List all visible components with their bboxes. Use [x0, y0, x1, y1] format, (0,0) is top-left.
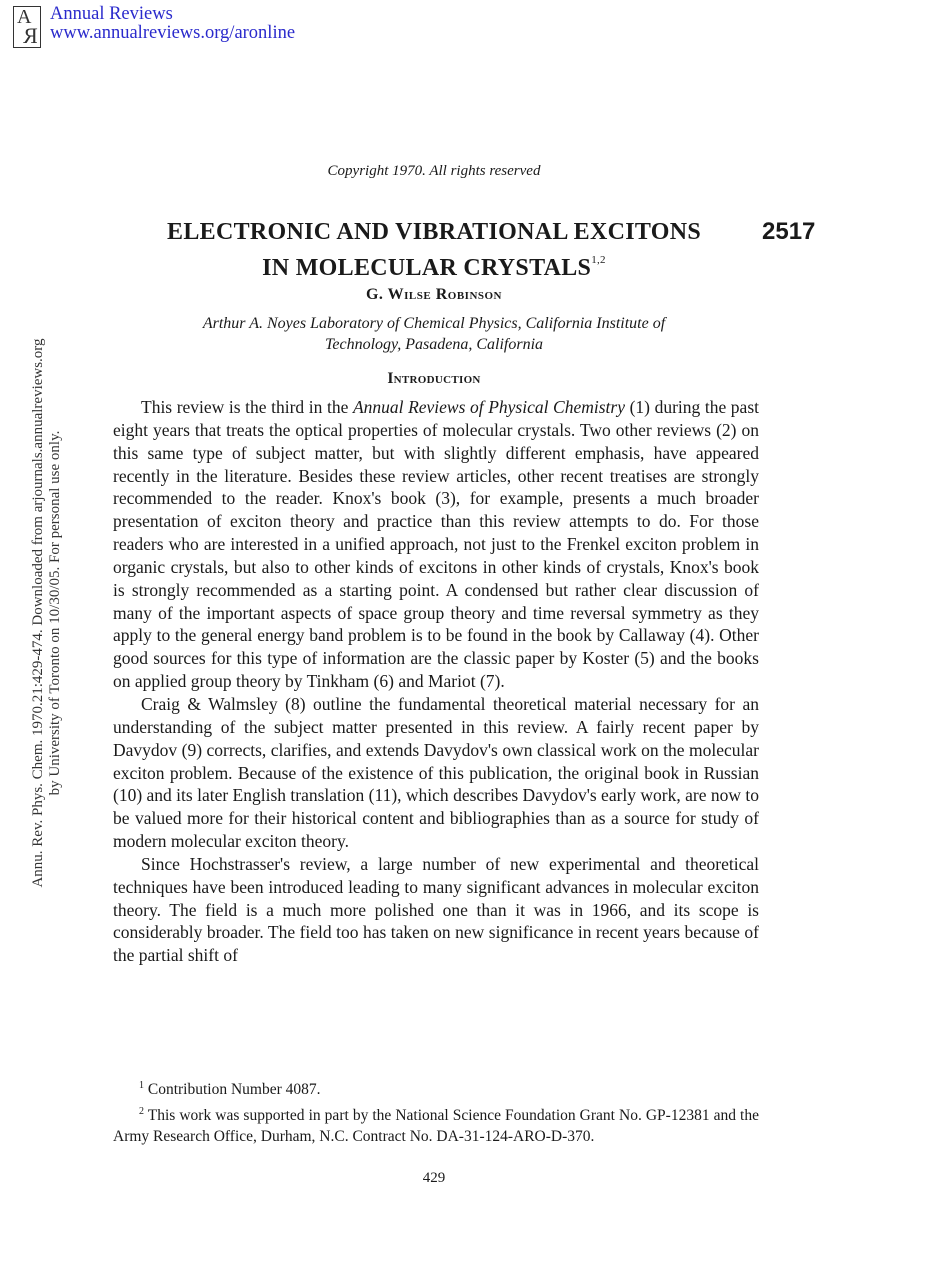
sidebar-download-line: by University of Toronto on 10/30/05. For personal use only.	[47, 430, 63, 796]
title-line-1: ELECTRONIC AND VIBRATIONAL EXCITONS	[167, 219, 701, 245]
author-affiliation	[140, 313, 728, 355]
paragraph-3: Since Hochstrasser's review, a large number of new experimental and theoretical techniques have been introduced leading to many significant advances in molecular exciton theory. The field is a much more polished one than it was in 1966, and its scope is considerably broader. The field too has taken on new significance in recent years because of the partial shift of	[113, 853, 759, 966]
footnote-2: $^2$ This work was supported in part by the National Science Foundation Grant No. GP-12381 and the Army Research Office, Durham, N.C. Contract No. DA-31-124-ARO-D-370.	[113, 1105, 759, 1146]
handwritten-reference-number: 2517	[762, 218, 816, 245]
logo-letter-a: A	[17, 6, 32, 28]
footnote-1: $^1$ Contribution Number 4087.	[139, 1080, 321, 1099]
author-name: G. Wilse Robinson	[365, 286, 503, 303]
article-title	[110, 218, 758, 282]
journal-name: Annual Reviews of Physical Chemistry	[352, 397, 625, 417]
affiliation-line-2: Technology, Pasadena, California	[324, 336, 544, 353]
sidebar-citation-line: Annu. Rev. Phys. Chem. 1970.21:429-474. Downloaded from arjournals.annualreviews.org	[30, 338, 46, 888]
brand-header	[50, 5, 295, 43]
paragraph-2: Craig & Walmsley (8) outline the fundamental theoretical material necessary for an understanding of the subject matter presented in this review. A fairly recent paper by Davydov (9) corrects, clarifies, and extends Davydov's own classical work on the molecular exciton problem. Because of the existence of this publication, the original book in Russian (10) and its later English translation (11), which describes Davydov's early work, are now to be valued more for their historical content and bibliographies than as a source for study of modern molecular exciton theory.	[113, 693, 759, 852]
title-footnote-marks: 1,2	[591, 254, 606, 266]
download-sidebar	[0, 0, 63, 1275]
brand-name-link[interactable]: Annual Reviews	[50, 4, 173, 24]
page-number: 429	[422, 1170, 446, 1186]
logo-letter-r: R	[23, 23, 38, 48]
footnotes	[113, 1075, 759, 1148]
title-line-2: IN MOLECULAR CRYSTALS$^{1,2}$	[262, 254, 606, 281]
affiliation-line-1: Arthur A. Noyes Laboratory of Chemical Physics, California Institute of	[202, 315, 666, 332]
article-body	[113, 396, 759, 967]
copyright-notice: Copyright 1970. All rights reserved	[327, 163, 541, 179]
paragraph-1: This review is the third in the Annual Reviews of Physical Chemistry (1) during the past eight years that treats the optical properties of molecular crystals. Two other reviews (2) on this same type of subject matter, but with slightly different emphasis, have appeared recently in the literature. Besides these review articles, other recent treatises are strongly recommended to the reader. Knox's book (3), for example, presents a much broader presentation of exciton theory and practice than this review attempts to do. For those readers who are interested in a unified approach, not just to the Frenkel exciton problem in organic crystals, but also to other kinds of excitons in other kinds of crystals, Knox's book is strongly recommended as a starting point. A condensed but rather clear discussion of many of the important aspects of space group theory and time reversal symmetry as they apply to the general energy band problem is to be found in the book by Callaway (4). Other good sources for this type of information are the classic paper by Koster (5) and the books on applied group theory by Tinkham (6) and Mariot (7).	[113, 397, 759, 692]
brand-url-link[interactable]: www.annualreviews.org/aronline	[50, 23, 296, 43]
section-heading-introduction: Introduction	[387, 370, 481, 387]
